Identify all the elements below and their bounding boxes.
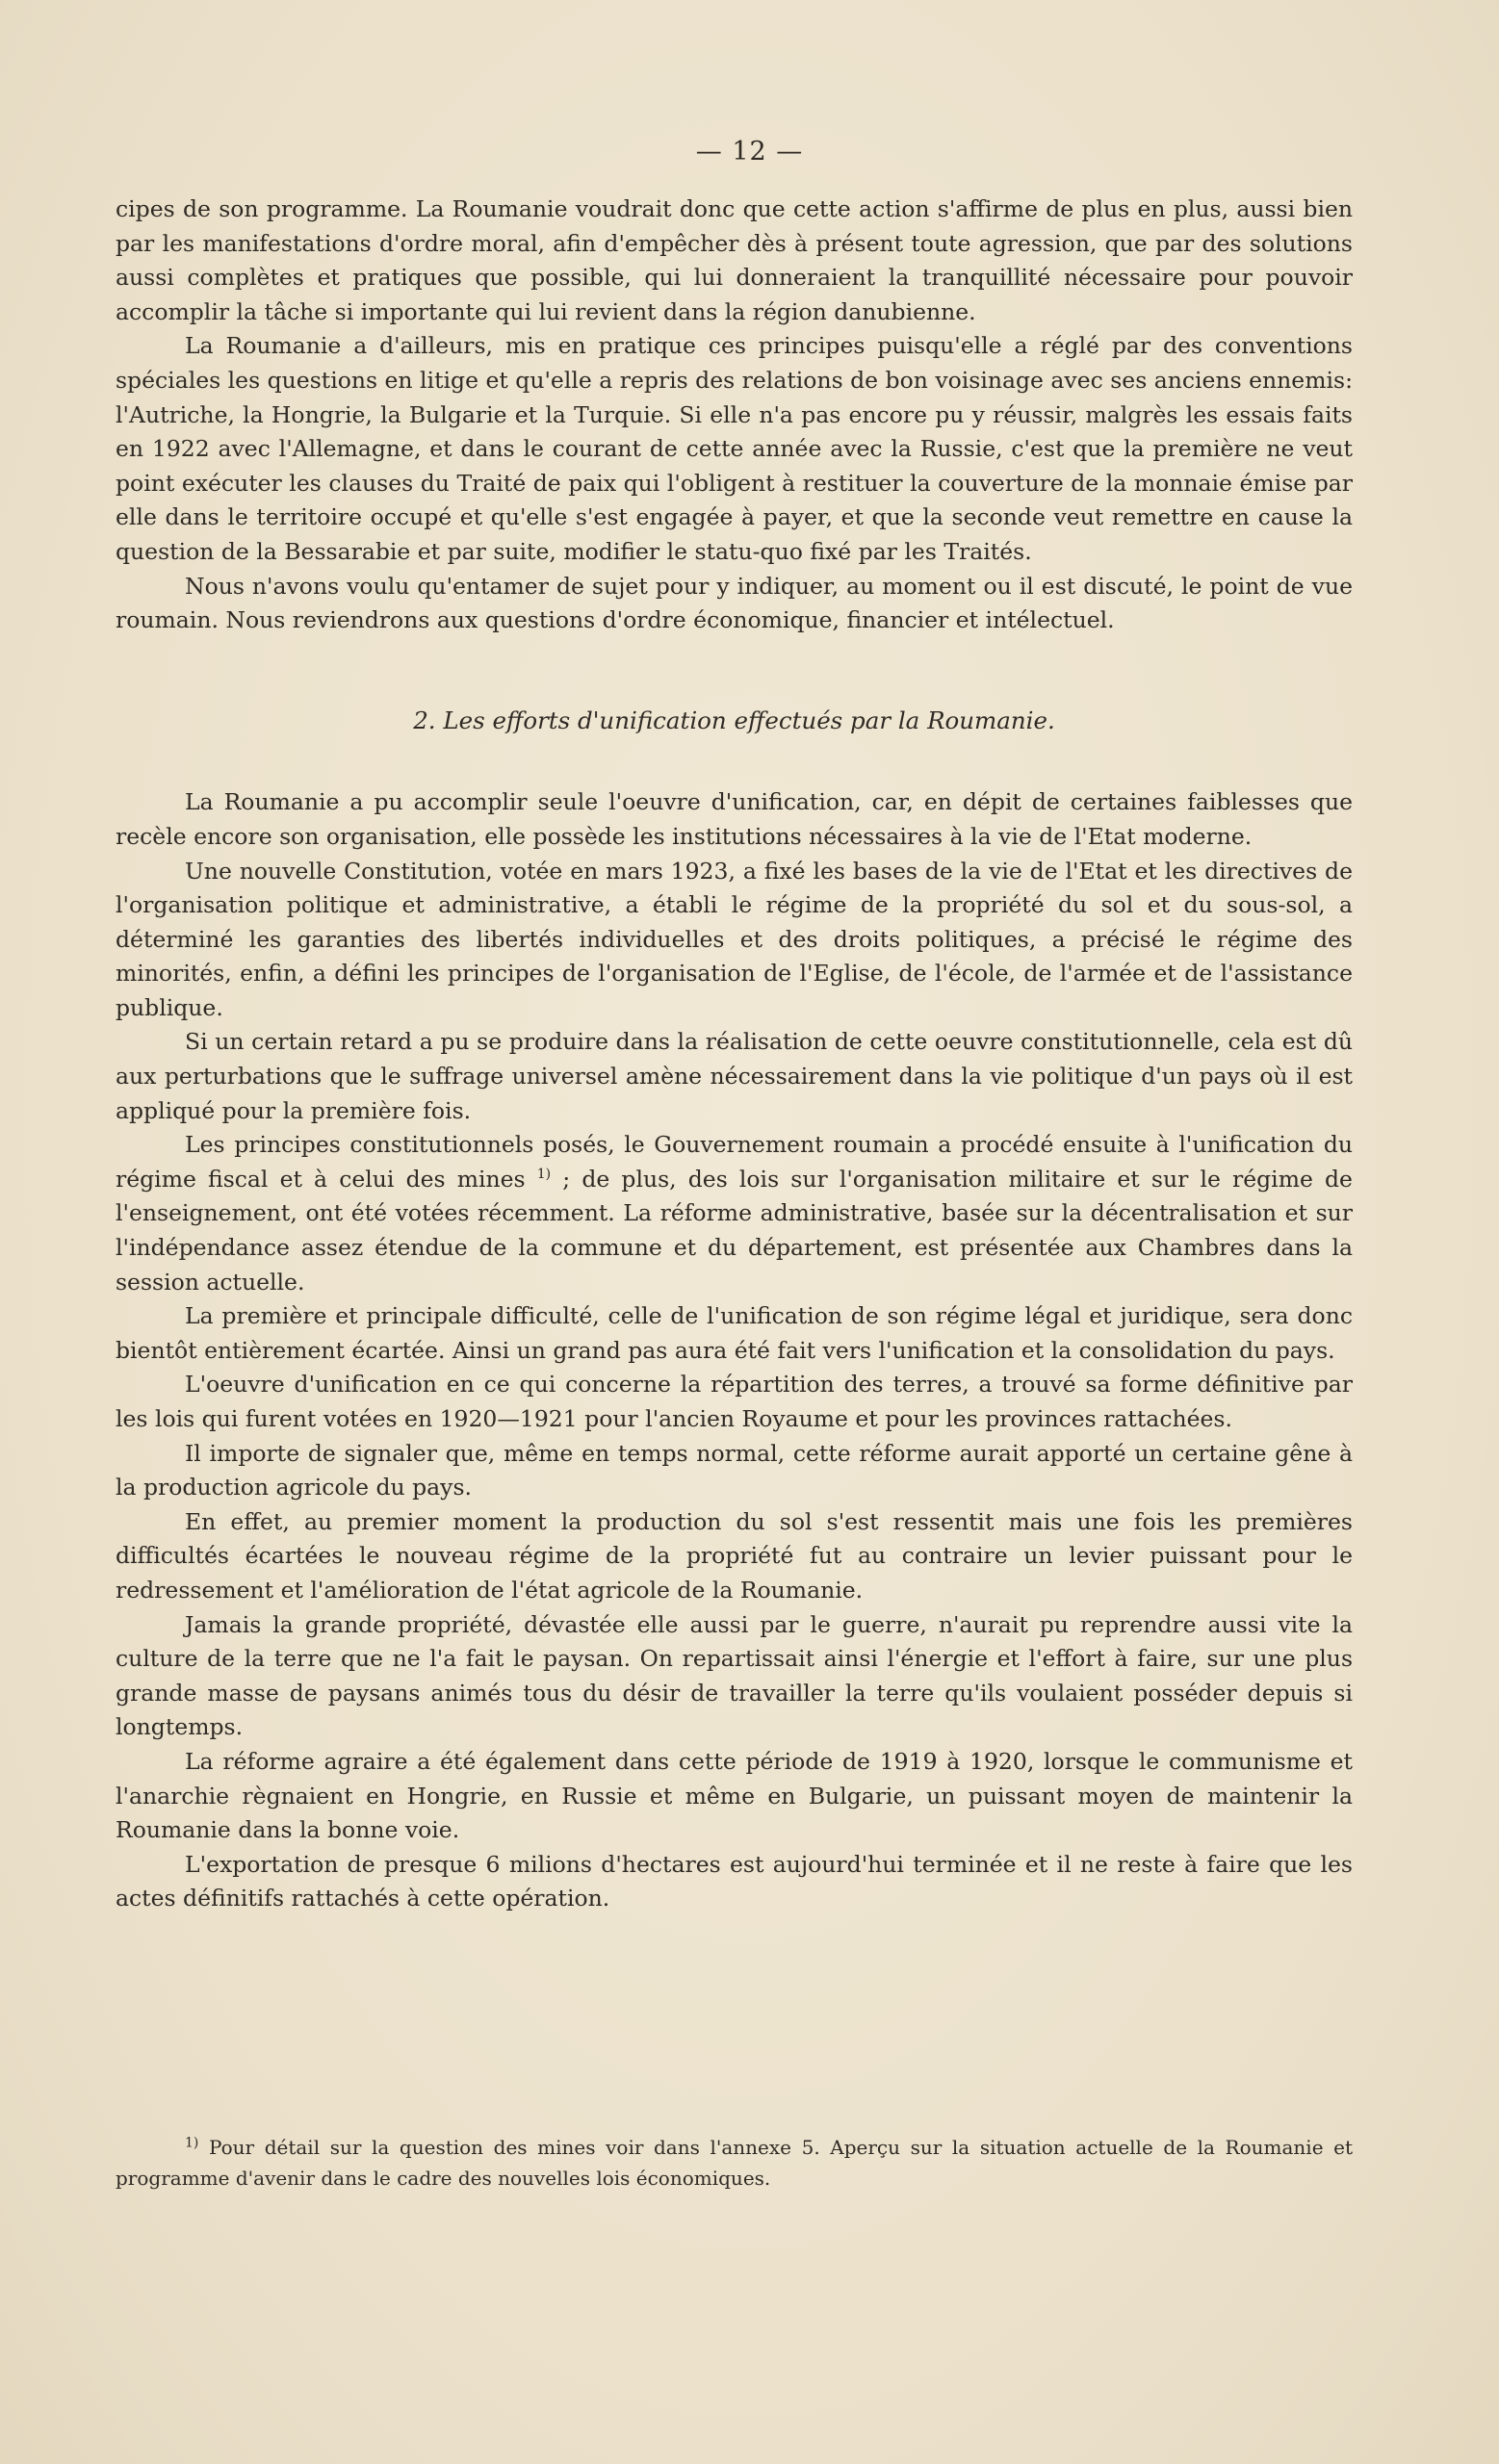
paragraph: En effet, au premier moment la production du sol s'est ressentit mais une fois les premières difficultés écartées le nouveau régime de la propriété fut au contraire un levier puissant pour le redressement et l'amélioration de l'état agricole de la Roumanie. [116,1507,1353,1604]
paragraph: La réforme agraire a été également dans cette période de 1919 à 1920, lorsque le communisme et l'anarchie règnaient en Hongrie, en Russie et même en Bulgarie, un puissant moyen de maintenir la Roumanie dans la bonne voie. [116,1747,1353,1844]
footnote-marker: 1) [185,2135,199,2151]
paragraph: Nous n'avons voulu qu'entamer de sujet pour y indiquer, au moment ou il est discuté, le point de vue roumain. Nous reviendrons aux questions d'ordre économique, financier et intélectuel. [116,572,1353,634]
paragraph: L'oeuvre d'unification en ce qui concerne la répartition des terres, a trouvé sa forme définitive par les lois qui furent votées en 1920—1921 pour l'ancien Royaume et pour les provinces rattachées. [116,1371,1353,1432]
footnote [116,2132,1353,2194]
paragraph: Une nouvelle Constitution, votée en mars 1923, a fixé les bases de la vie de l'Etat et les directives de l'organisation politique et administrative, a établi le régime de la propriété du sol et du sous-sol, a déterminé les garanties des libertés individuelles et des droits politiques, a précisé le régime des minorités, enfin, a défini les principes de l'organisation de l'Eglise, de l'école, de l'armée et de l'assistance publique. [116,857,1353,1021]
paragraph: L'exportation de presque 6 milions d'hectares est aujourd'hui terminée et il ne reste à faire que les actes définitifs rattachés à cette opération. [116,1850,1353,1912]
paragraph-text: ; de plus, des lois sur l'organisation militaire et sur le régime de l'enseignement, ont été votées récemment. La réforme administrative, basée sur la décentralisation et sur l'indépendance assez étendue de la commune et du département, est présentée aux Chambres dans la session actuelle. [116,1165,1353,1296]
paragraph: Il importe de signaler que, même en temps normal, cette réforme aurait apporté un certaine gêne à la production agricole du pays. [116,1439,1353,1502]
paragraph: Jamais la grande propriété, dévastée elle aussi par le guerre, n'aurait pu reprendre aussi vite la culture de la terre que ne l'a fait le paysan. On repartissait ainsi l'énergie et l'effort à faire, sur une plus grande masse de paysans animés tous du désir de travailler la terre qu'ils voulaient posséder depuis si longtemps. [116,1610,1353,1741]
paragraph: La première et principale difficulté, celle de l'unification de son régime légal et juridique, sera donc bientôt entièrement écartée. Ainsi un grand pas aura été fait vers l'unification et la consolidation du pays. [116,1302,1353,1364]
paragraph: La Roumanie a pu accomplir seule l'oeuvre d'unification, car, en dépit de certaines faiblesses que recèle encore son organisation, elle possède les institutions nécessaires à la vie de l'Etat moderne. [116,788,1353,850]
paragraph: Si un certain retard a pu se produire dans la réalisation de cette oeuvre constitutionnelle, cela est dû aux perturbations que le suffrage universel amène nécessairement dans la vie politique d'un pays où il est appliqué pour la première fois. [116,1028,1353,1124]
page-number: — 12 — [695,137,804,167]
footnote-text: Pour détail sur la question des mines voir dans l'annexe 5. Aperçu sur la situation actuelle de la Roumanie et programme d'avenir dans le cadre des nouvelles lois économiques. [116,2136,1354,2190]
paragraph: La Roumanie a d'ailleurs, mis en pratique ces principes puisqu'elle a réglé par des conventions spéciales les questions en litige et qu'elle a repris des relations de bon voisinage avec ses anciens ennemis: l'Autriche, la Hongrie, la Bulgarie et la Turquie. Si elle n'a pas encore pu y réussir, malgrès les essais faits en 1922 avec l'Allemagne, et dans le courant de cette année avec la Russie, c'est que la première ne veut point exécuter les clauses du Traité de paix qui l'obligent à restituer la couverture de la monnaie émise par elle dans le territoire occupé et qu'elle s'est engagée à payer, et que la seconde veut remettre en cause la question de la Bessarabie et par suite, modifier le statu-quo fixé par les Traités. [116,332,1353,565]
main-text [116,192,1353,1916]
paragraph-text: Les principes constitutionnels posés, le Gouvernement roumain a procédé ensuite à l'unification du régime fiscal et à celui des mines [116,1131,1353,1193]
paragraph: cipes de son programme. La Roumanie voudrait donc que cette action s'affirme de plus en plus, aussi bien par les manifestations d'ordre moral, afin d'empêcher dès à présent toute agression, que par des solutions aussi complètes et pratiques que possible, qui lui donneraient la tranquillité nécessaire pour pouvoir accomplir la tâche si importante qui lui revient dans la région danubienne. [116,195,1353,325]
paragraph-mines [116,1128,1353,1299]
footnote-reference: 1) [536,1167,552,1183]
section-heading: 2. Les efforts d'unification effectués par la Roumanie. [413,706,1055,734]
